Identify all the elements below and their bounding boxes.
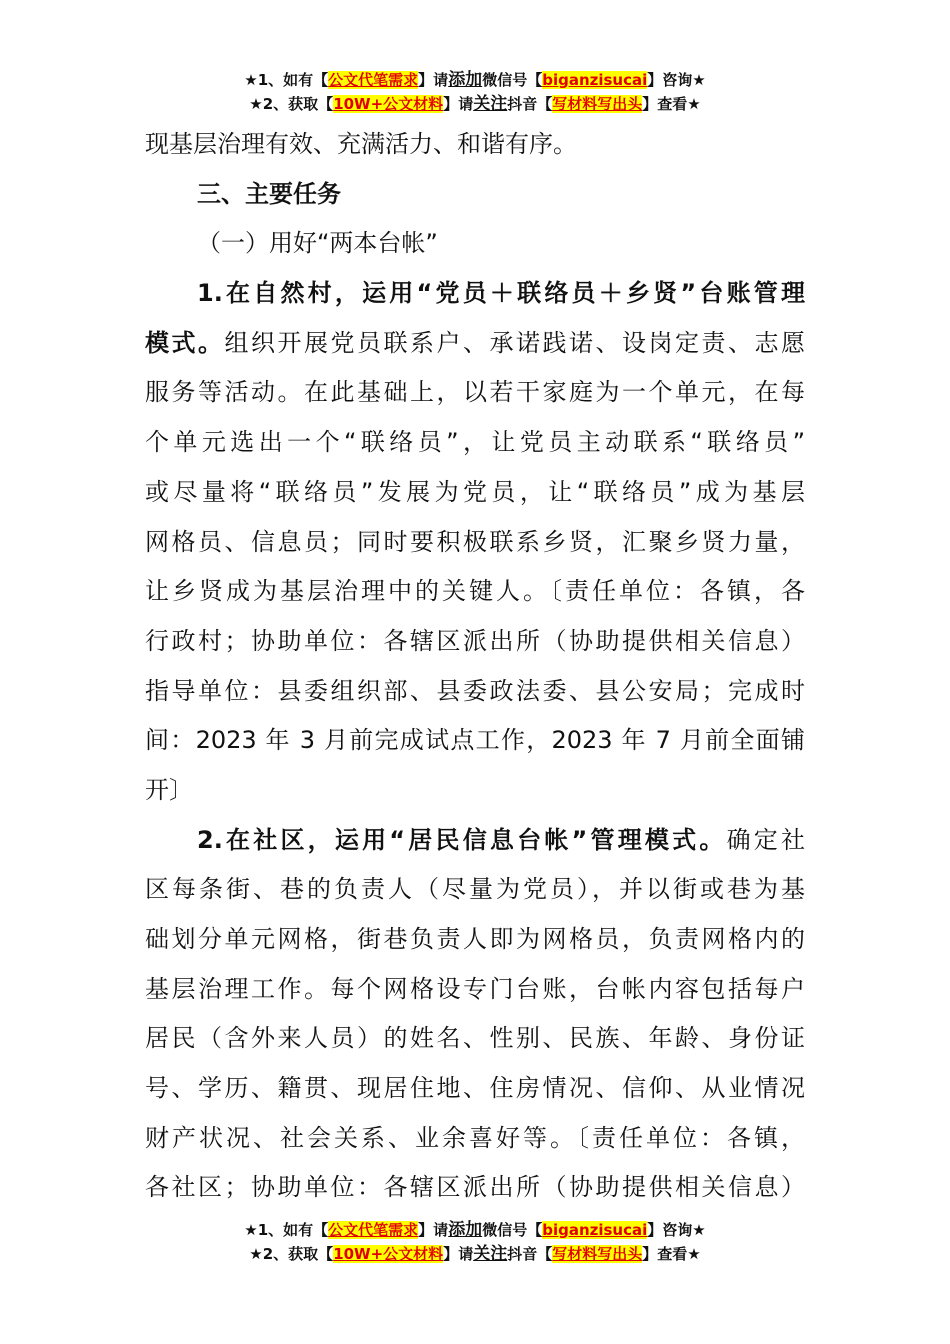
promo-text: 】查看★ [642,95,701,113]
body-text: 基层治理工作。每个网格设专门台账，台帐内容包括每户 [145,974,805,1003]
promo-text: 】咨询★ [647,1221,706,1239]
text-line [145,667,805,717]
promo-highlight: 公文代笔需求 [328,71,419,89]
text-line [145,170,805,220]
promo-text: ★1、如有【 [244,1221,329,1239]
text-line [145,1163,805,1213]
text-line [145,816,805,866]
promo-highlight: 10W+公文材料 [333,1245,444,1263]
body-text: 区每条街、巷的负责人（尽量为党员），并以街或巷为基 [145,875,805,904]
promo-highlight: biganzisucai [542,1221,648,1239]
text-line [145,716,805,766]
body-text: 行政村；协助单位：各辖区派出所（协助提供相关信息） [145,626,805,655]
promo-text: 】请 [418,1221,449,1239]
body-text: 各社区；协助单位：各辖区派出所（协助提供相关信息） [145,1173,805,1202]
promo-text: 】请 [418,71,449,89]
body-text: 间：2023 年 3 月前完成试点工作，2023 年 7 月前全面铺 [145,726,805,755]
promo-text: 】咨询★ [647,71,706,89]
bold-text: 2.在社区，运用“居民信息台帐”管理模式。 [197,825,727,854]
body-text: 或尽量将“联络员”发展为党员，让“联络员”成为基层 [145,477,805,506]
promo-text: 】请 [443,95,474,113]
body-text: 个单元选出一个“联络员”，让党员主动联系“联络员” [145,428,805,457]
promo-row-1 [0,68,950,92]
bold-text: 1.在自然村，运用“党员＋联络员＋乡贤”台账管理 [197,279,805,308]
text-line [145,219,805,269]
promo-highlight: 10W+公文材料 [333,95,444,113]
body-text: （一）用好“两本台帐” [197,229,438,258]
promo-highlight: 写材料写出头 [552,1245,643,1263]
promo-row-2 [0,92,950,116]
promo-banner-bottom [0,1218,950,1266]
text-line [145,319,805,369]
promo-text: ★2、获取【 [249,95,334,113]
text-line [145,965,805,1015]
promo-text: 】查看★ [642,1245,701,1263]
text-line [145,1064,805,1114]
promo-text: 微信号【 [482,71,543,89]
text-line [145,1014,805,1064]
bold-text: 三、主要任务 [197,179,341,208]
document-body [145,120,805,1213]
promo-underline: 关注 [473,94,508,114]
promo-text: ★2、获取【 [249,1245,334,1263]
promo-row-1 [0,1218,950,1242]
text-line [145,269,805,319]
body-text: 财产状况、社会关系、业余喜好等。〔责任单位：各镇， [145,1123,805,1152]
text-line [145,617,805,667]
text-line [145,120,805,170]
promo-banner-top [0,68,950,116]
promo-text: 抖音【 [507,1245,553,1263]
text-line [145,368,805,418]
text-line [145,468,805,518]
body-text: 开〕 [145,775,193,804]
promo-highlight: 写材料写出头 [552,95,643,113]
text-line [145,567,805,617]
body-text: 现基层治理有效、充满活力、和谐有序。 [145,130,577,158]
text-line [145,915,805,965]
body-text: 确定社 [726,825,805,854]
promo-underline: 关注 [473,1244,508,1264]
body-text: 网格员、信息员；同时要积极联系乡贤，汇聚乡贤力量， [145,527,805,556]
body-text: 居民（含外来人员）的姓名、性别、民族、年龄、身份证 [145,1024,805,1053]
body-text: 让乡贤成为基层治理中的关键人。〔责任单位：各镇，各 [145,577,805,606]
bold-text: 模式。 [145,328,225,357]
body-text: 组织开展党员联系户、承诺践诺、设岗定责、志愿 [224,328,805,357]
promo-text: 抖音【 [507,95,553,113]
text-line [145,865,805,915]
text-line [145,518,805,568]
text-line [145,766,805,816]
promo-row-2 [0,1242,950,1266]
body-text: 服务等活动。在此基础上，以若干家庭为一个单元，在每 [145,378,805,407]
promo-text: 】请 [443,1245,474,1263]
promo-text: 微信号【 [482,1221,543,1239]
body-text: 础划分单元网格，街巷负责人即为网格员，负责网格内的 [145,925,805,953]
body-text: 指导单位：县委组织部、县委政法委、县公安局；完成时 [145,676,805,705]
promo-highlight: biganzisucai [542,71,648,89]
promo-underline: 添加 [448,70,483,90]
promo-text: ★1、如有【 [244,71,329,89]
promo-underline: 添加 [448,1220,483,1240]
promo-highlight: 公文代笔需求 [328,1221,419,1239]
body-text: 号、学历、籍贯、现居住地、住房情况、信仰、从业情况 [145,1074,805,1103]
text-line [145,1114,805,1164]
text-line [145,418,805,468]
